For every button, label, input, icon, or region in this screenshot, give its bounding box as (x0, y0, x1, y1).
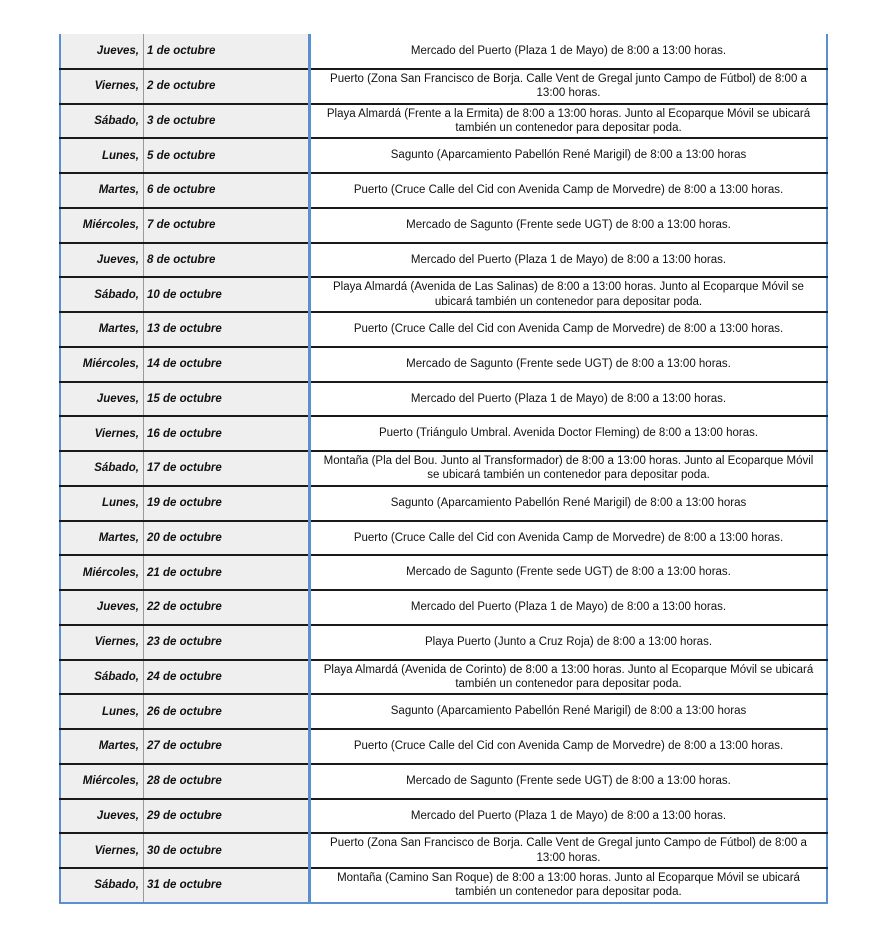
location-cell: Mercado del Puerto (Plaza 1 de Mayo) de 8:00 a 13:00 horas. (310, 799, 828, 834)
table-row (60, 69, 827, 104)
day-cell: Viernes, (60, 416, 144, 451)
location-cell: Mercado de Sagunto (Frente sede UGT) de 8:00 a 13:00 horas. (310, 208, 828, 243)
day-cell: Viernes, (60, 625, 144, 660)
table-row (60, 416, 827, 451)
location-cell: Puerto (Cruce Calle del Cid con Avenida Camp de Morvedre) de 8:00 a 13:00 horas. (310, 173, 828, 208)
day-cell: Jueves, (60, 590, 144, 625)
schedule-body (60, 34, 827, 903)
table-row (60, 868, 827, 903)
day-cell: Miércoles, (60, 764, 144, 799)
date-cell: 21 de octubre (144, 555, 310, 590)
day-cell: Jueves, (60, 243, 144, 278)
date-cell: 22 de octubre (144, 590, 310, 625)
date-cell: 5 de octubre (144, 138, 310, 173)
table-row (60, 694, 827, 729)
day-cell: Viernes, (60, 833, 144, 868)
day-cell: Miércoles, (60, 555, 144, 590)
location-cell: Mercado del Puerto (Plaza 1 de Mayo) de 8:00 a 13:00 horas. (310, 243, 828, 278)
date-cell: 8 de octubre (144, 243, 310, 278)
table-row (60, 555, 827, 590)
table-row (60, 764, 827, 799)
table-row (60, 833, 827, 868)
date-cell: 26 de octubre (144, 694, 310, 729)
location-cell: Mercado de Sagunto (Frente sede UGT) de 8:00 a 13:00 horas. (310, 347, 828, 382)
table-row (60, 312, 827, 347)
date-cell: 2 de octubre (144, 69, 310, 104)
day-cell: Lunes, (60, 486, 144, 521)
date-cell: 10 de octubre (144, 277, 310, 312)
day-cell: Martes, (60, 173, 144, 208)
day-cell: Lunes, (60, 694, 144, 729)
day-cell: Miércoles, (60, 208, 144, 243)
date-cell: 24 de octubre (144, 660, 310, 695)
location-cell: Puerto (Cruce Calle del Cid con Avenida Camp de Morvedre) de 8:00 a 13:00 horas. (310, 521, 828, 556)
location-cell: Playa Almardá (Frente a la Ermita) de 8:00 a 13:00 horas. Junto al Ecoparque Móvil se ubicará también un contenedor para depositar poda. (310, 104, 828, 139)
day-cell: Viernes, (60, 69, 144, 104)
day-cell: Lunes, (60, 138, 144, 173)
table-row (60, 382, 827, 417)
location-cell: Mercado del Puerto (Plaza 1 de Mayo) de 8:00 a 13:00 horas. (310, 34, 828, 69)
location-cell: Sagunto (Aparcamiento Pabellón René Marigil) de 8:00 a 13:00 horas (310, 694, 828, 729)
date-cell: 13 de octubre (144, 312, 310, 347)
day-cell: Martes, (60, 521, 144, 556)
day-cell: Sábado, (60, 104, 144, 139)
table-row (60, 486, 827, 521)
date-cell: 31 de octubre (144, 868, 310, 903)
location-cell: Puerto (Cruce Calle del Cid con Avenida Camp de Morvedre) de 8:00 a 13:00 horas. (310, 729, 828, 764)
location-cell: Montaña (Camino San Roque) de 8:00 a 13:00 horas. Junto al Ecoparque Móvil se ubicará también un contenedor para depositar poda. (310, 868, 828, 903)
location-cell: Mercado del Puerto (Plaza 1 de Mayo) de 8:00 a 13:00 horas. (310, 382, 828, 417)
table-row (60, 277, 827, 312)
date-cell: 20 de octubre (144, 521, 310, 556)
table-row (60, 660, 827, 695)
date-cell: 14 de octubre (144, 347, 310, 382)
location-cell: Puerto (Zona San Francisco de Borja. Calle Vent de Gregal junto Campo de Fútbol) de 8:00 a 13:00 horas. (310, 833, 828, 868)
location-cell: Playa Puerto (Junto a Cruz Roja) de 8:00 a 13:00 horas. (310, 625, 828, 660)
location-cell: Playa Almardá (Avenida de Corinto) de 8:00 a 13:00 horas. Junto al Ecoparque Móvil se ubicará también un contenedor para depositar poda. (310, 660, 828, 695)
day-cell: Sábado, (60, 660, 144, 695)
date-cell: 6 de octubre (144, 173, 310, 208)
schedule-table (59, 34, 828, 904)
date-cell: 1 de octubre (144, 34, 310, 69)
table-row (60, 799, 827, 834)
table-row (60, 138, 827, 173)
table-row (60, 590, 827, 625)
day-cell: Jueves, (60, 799, 144, 834)
location-cell: Montaña (Pla del Bou. Junto al Transformador) de 8:00 a 13:00 horas. Junto al Ecoparque Móvil se ubicará también un contenedor para depositar poda. (310, 451, 828, 486)
location-cell: Puerto (Triángulo Umbral. Avenida Doctor Fleming) de 8:00 a 13:00 horas. (310, 416, 828, 451)
location-cell: Sagunto (Aparcamiento Pabellón René Marigil) de 8:00 a 13:00 horas (310, 138, 828, 173)
table-row (60, 243, 827, 278)
date-cell: 3 de octubre (144, 104, 310, 139)
location-cell: Puerto (Cruce Calle del Cid con Avenida Camp de Morvedre) de 8:00 a 13:00 horas. (310, 312, 828, 347)
date-cell: 23 de octubre (144, 625, 310, 660)
day-cell: Sábado, (60, 277, 144, 312)
day-cell: Martes, (60, 729, 144, 764)
date-cell: 7 de octubre (144, 208, 310, 243)
date-cell: 17 de octubre (144, 451, 310, 486)
table-row (60, 451, 827, 486)
location-cell: Playa Almardá (Avenida de Las Salinas) de 8:00 a 13:00 horas. Junto al Ecoparque Móvil se ubicará también un contenedor para depositar poda. (310, 277, 828, 312)
location-cell: Mercado de Sagunto (Frente sede UGT) de 8:00 a 13:00 horas. (310, 764, 828, 799)
table-row (60, 347, 827, 382)
date-cell: 29 de octubre (144, 799, 310, 834)
location-cell: Puerto (Zona San Francisco de Borja. Calle Vent de Gregal junto Campo de Fútbol) de 8:00 a 13:00 horas. (310, 69, 828, 104)
location-cell: Mercado de Sagunto (Frente sede UGT) de 8:00 a 13:00 horas. (310, 555, 828, 590)
table-row (60, 625, 827, 660)
date-cell: 16 de octubre (144, 416, 310, 451)
location-cell: Sagunto (Aparcamiento Pabellón René Marigil) de 8:00 a 13:00 horas (310, 486, 828, 521)
date-cell: 15 de octubre (144, 382, 310, 417)
table-row (60, 208, 827, 243)
table-row (60, 104, 827, 139)
day-cell: Miércoles, (60, 347, 144, 382)
day-cell: Jueves, (60, 382, 144, 417)
date-cell: 28 de octubre (144, 764, 310, 799)
day-cell: Sábado, (60, 868, 144, 903)
date-cell: 27 de octubre (144, 729, 310, 764)
date-cell: 19 de octubre (144, 486, 310, 521)
table-row (60, 521, 827, 556)
table-row (60, 173, 827, 208)
day-cell: Martes, (60, 312, 144, 347)
date-cell: 30 de octubre (144, 833, 310, 868)
table-row (60, 34, 827, 69)
day-cell: Jueves, (60, 34, 144, 69)
location-cell: Mercado del Puerto (Plaza 1 de Mayo) de 8:00 a 13:00 horas. (310, 590, 828, 625)
table-row (60, 729, 827, 764)
day-cell: Sábado, (60, 451, 144, 486)
